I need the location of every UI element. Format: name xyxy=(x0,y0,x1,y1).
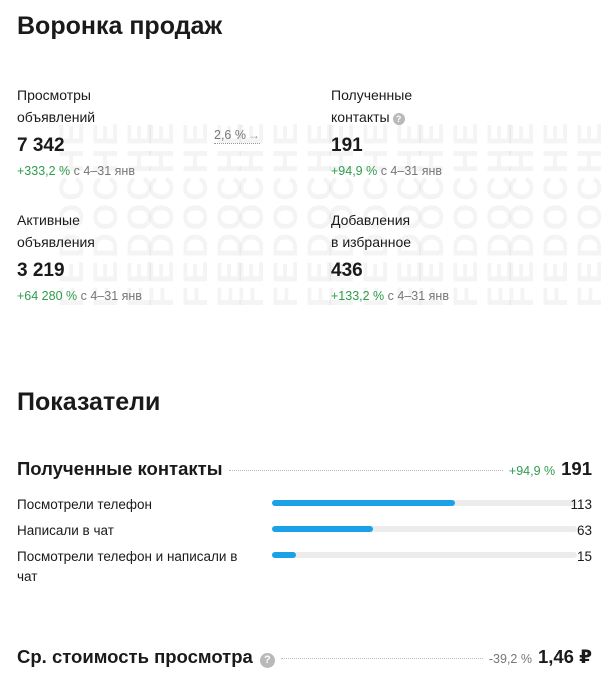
breakdown-count: 63 xyxy=(576,523,592,538)
breakdown-label: Написали в чат xyxy=(17,523,114,538)
progress-track xyxy=(272,526,577,532)
progress-track xyxy=(272,552,577,558)
metric-label: Полученные контакты ? xyxy=(331,87,413,125)
contacts-kpi-delta: +94,9 % xyxy=(508,464,556,478)
question-icon[interactable]: ? xyxy=(260,653,275,668)
cost-kpi-delta: -39,2 % xyxy=(488,652,532,666)
metric-label: Добавления в избранное xyxy=(331,212,412,250)
metric-value: 3 219 xyxy=(17,260,65,281)
arrow-right-icon: → xyxy=(247,128,260,142)
breakdown-label: Посмотрели телефон и написали в чат xyxy=(17,549,238,584)
indicators-title: Показатели xyxy=(17,388,161,416)
breakdown-count: 113 xyxy=(570,497,592,512)
metric-value: 7 342 xyxy=(17,135,65,156)
metric-label: Активные объявления xyxy=(17,212,95,250)
contacts-kpi[interactable] xyxy=(17,458,592,480)
contacts-breakdown-row xyxy=(17,547,592,584)
metric-label: Просмотры объявлений xyxy=(17,87,96,125)
progress-track xyxy=(272,500,577,506)
progress-fill xyxy=(272,552,296,558)
cost-kpi[interactable] xyxy=(17,646,592,668)
metric-delta: +333,2 % с 4–31 янв xyxy=(17,164,135,178)
cost-kpi-title: Ср. стоимость просмотра xyxy=(17,646,253,667)
contacts-breakdown-row xyxy=(17,521,592,543)
question-icon[interactable]: ? xyxy=(393,113,405,125)
metric-delta: +133,2 % с 4–31 янв xyxy=(331,289,449,303)
metric-contacts xyxy=(331,84,531,178)
contacts-breakdown-row xyxy=(17,495,592,517)
metric-value: 436 xyxy=(331,260,363,281)
metric-views xyxy=(17,84,217,178)
progress-fill xyxy=(272,500,455,506)
progress-fill xyxy=(272,526,373,532)
funnel-title: Воронка продаж xyxy=(17,12,223,40)
metric-active-listings xyxy=(17,209,217,303)
breakdown-label: Посмотрели телефон xyxy=(17,497,152,512)
cost-kpi-value: 1,46 ₽ xyxy=(537,646,592,667)
metric-value: 191 xyxy=(331,135,363,156)
conversion-rate[interactable]: 2,6 % → xyxy=(214,128,260,142)
dotted-leader xyxy=(281,658,483,659)
metric-delta: +94,9 % с 4–31 янв xyxy=(331,164,443,178)
metric-delta: +64 280 % с 4–31 янв xyxy=(17,289,142,303)
breakdown-count: 15 xyxy=(576,549,592,564)
metric-favorites xyxy=(331,209,531,303)
contacts-kpi-title: Полученные контакты xyxy=(17,458,223,479)
contacts-kpi-value: 191 xyxy=(561,458,592,479)
dotted-leader xyxy=(229,470,503,471)
